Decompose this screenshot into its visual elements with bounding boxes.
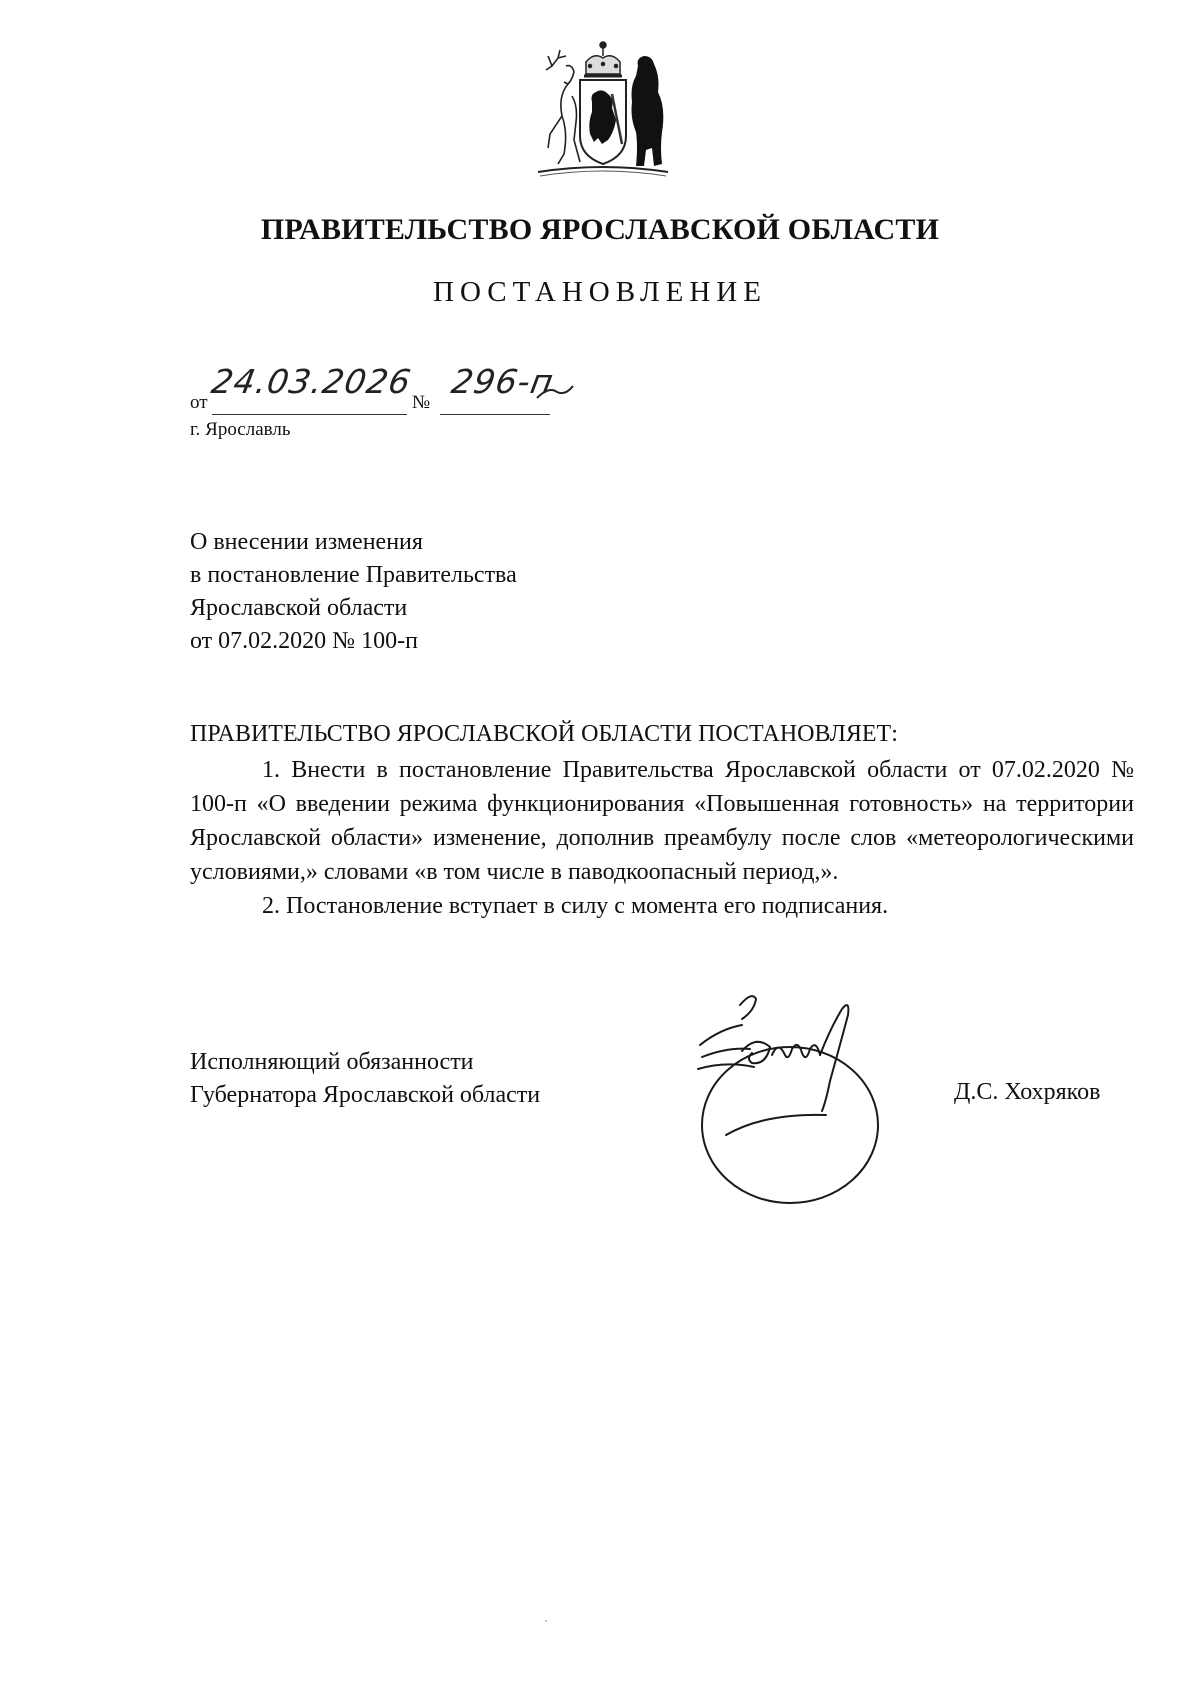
subject-line: Ярославской области [190,595,408,621]
city: г. Ярославль [190,419,291,440]
role-line: Исполняющий обязанности [190,1049,474,1075]
handwritten-signature-icon [680,985,930,1210]
document-type: ПОСТАНОВЛЕНИЕ [433,276,767,308]
decree-item-2: 2. Постановление вступает в силу с момента его подписания. [262,893,889,919]
subject-line: О внесении изменения [190,529,423,555]
registration-line [190,362,590,416]
decree-body [190,753,1134,923]
date-prefix: от [190,392,208,413]
decree-item-1: 1. Внести в постановление Правительства Ярославской области от 07.02.2020 № 100-п «О введении режима функционирования «Повышенная готовность» на территории Ярославской области» изменение, дополнив преамбулу после слов «метеорологическими условиями,» словами «в том числе в паводкоопасный период,». [190,757,1134,885]
government-title: ПРАВИТЕЛЬСТВО ЯРОСЛАВСКОЙ ОБЛАСТИ [260,213,940,246]
coat-of-arms-icon [528,36,678,184]
pen-stroke-icon [535,382,575,402]
document-subject [190,526,517,658]
role-line: Губернатора Ярославской области [190,1082,541,1108]
date-underline [212,414,407,415]
signatory-name: Д.С. Хохряков [954,1079,1101,1105]
handwritten-date: 24.03.2026 [208,362,415,401]
number-underline [440,414,550,415]
handwritten-number: 296-п [448,362,557,401]
subject-line: от 07.02.2020 № 100-п [190,628,418,654]
decree-heading: ПРАВИТЕЛЬСТВО ЯРОСЛАВСКОЙ ОБЛАСТИ ПОСТАНОВЛЯЕТ: [190,721,898,747]
scan-speck [545,1620,547,1622]
subject-line: в постановление Правительства [190,562,517,588]
number-prefix: № [412,392,431,413]
signatory-role [190,1046,540,1112]
